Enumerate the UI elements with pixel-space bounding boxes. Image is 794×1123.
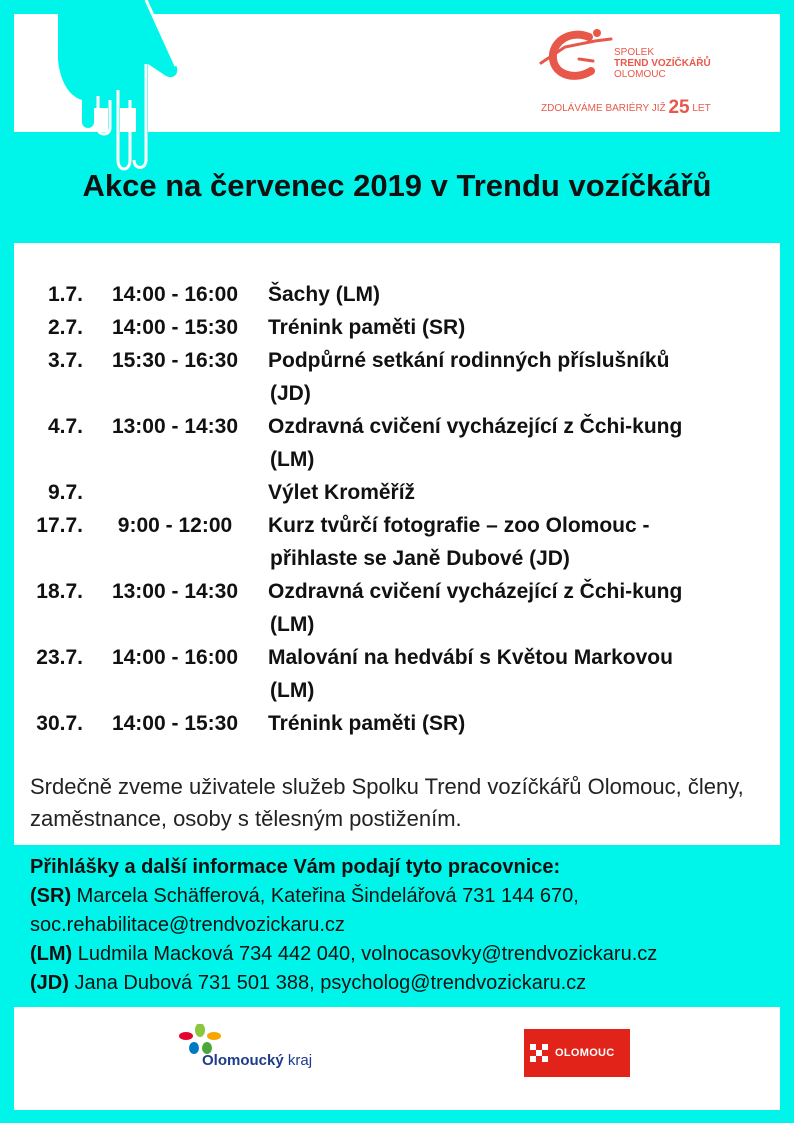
event-row [0,344,780,410]
event-description-line: Ozdravná cvičení vycházející z Čchi-kung [268,415,683,438]
contact-lm-text[interactable]: Ludmila Macková 734 442 040, volnocasovky@trendvozickaru.cz [72,943,658,965]
event-row [0,575,780,641]
logo-line-olomouc: OLOMOUC [614,69,666,80]
slogan-years: 25 [668,97,690,118]
olomouc-city-logo [524,1029,630,1077]
invitation-text: Srdečně zveme uživatele služeb Spolku Trend vozíčkářů Olomouc, členy, zaměstnance, osoby s tělesným postižením. [30,774,744,831]
event-description [268,476,758,509]
contact-header: Přihlášky a další informace Vám podají tyto pracovnice: [30,856,561,878]
event-time: 9:00 - 12:00 [117,514,233,537]
contact-sr-text: Marcela Schäfferová, Kateřina Šindelářová 731 144 670, [71,885,579,907]
city-logo-square [530,1056,536,1062]
event-description-line: Trénink paměti (SR) [268,316,466,339]
event-description [268,311,758,344]
event-time: 13:00 - 14:30 [111,580,239,603]
event-row [0,410,780,476]
event-time: 14:00 - 16:00 [111,283,239,306]
event-description [268,410,758,476]
event-time: 14:00 - 15:30 [111,712,239,735]
contact-jd-code: (JD) [30,972,69,994]
event-date: 3.7. [47,349,83,372]
event-time: 14:00 - 16:00 [111,646,239,669]
event-description-line: Trénink paměti (SR) [268,712,466,735]
page-title: Akce na červenec 2019 v Trendu vozíčkářů [82,168,712,203]
kraj-wordmark [202,1052,312,1069]
contact-lm-code: (LM) [30,943,73,965]
city-logo-square [542,1056,548,1062]
event-description-line: (LM) [270,448,315,471]
trend-logo-mark-icon [539,27,615,85]
city-logo-text: OLOMOUC [555,1047,615,1059]
event-description-line: Ozdravná cvičení vycházející z Čchi-kung [268,580,683,603]
event-description [268,575,758,641]
slogan-text: ZDOLÁVÁME BARIÉRY JIŽ [541,103,666,114]
pointing-hand-icon [58,0,183,172]
contact-sr [30,882,770,911]
event-date: 9.7. [47,481,83,504]
event-description-line: Šachy (LM) [268,283,381,306]
contact-info [30,853,770,998]
event-time: 13:00 - 14:30 [111,415,239,438]
event-date: 4.7. [47,415,83,438]
contact-jd-text[interactable]: Jana Dubová 731 501 388, psycholog@trendvozickaru.cz [68,972,587,994]
event-time: 14:00 - 15:30 [111,316,239,339]
city-logo-square [542,1044,548,1050]
event-description-line: (JD) [270,382,311,405]
contact-jd [30,969,770,998]
event-time: 15:30 - 16:30 [111,349,239,372]
event-row [0,707,780,740]
event-row [0,641,780,707]
contact-sr-email[interactable]: soc.rehabilitace@trendvozickaru.cz [30,914,345,936]
event-description [268,278,758,311]
slogan-years-suffix: LET [692,103,711,114]
event-description-line: Kurz tvůrčí fotografie – zoo Olomouc - [268,514,650,537]
logo-slogan [541,97,711,119]
contact-lm [30,940,770,969]
event-description-line: (LM) [270,679,315,702]
event-description [268,641,758,707]
event-description-line: Podpůrné setkání rodinných příslušníků [268,349,670,372]
event-description-line: (LM) [270,613,315,636]
event-date: 2.7. [47,316,83,339]
logo-line-spolek: SPOLEK [614,47,655,58]
logo-line-trend: TREND VOZÍČKÁŘŮ [614,58,711,69]
event-row [0,278,780,311]
event-date: 17.7. [36,514,83,537]
event-date: 18.7. [36,580,83,603]
contact-sr-code: (SR) [30,885,72,907]
event-date: 30.7. [36,712,83,735]
event-row [0,476,780,509]
event-description [268,707,758,740]
kraj-wordmark-light: kraj [283,1052,313,1069]
event-description-line: Výlet Kroměříž [268,481,416,504]
event-description-line: přihlaste se Janě Dubové (JD) [270,547,570,570]
olomoucky-kraj-logo [170,1024,340,1074]
footer-panel [14,1007,780,1110]
event-date: 23.7. [36,646,83,669]
trend-vozickaru-logo [537,27,727,118]
event-description-line: Malování na hedvábí s Květou Markovou [268,646,673,669]
event-row [0,509,780,575]
kraj-wordmark-bold: Olomoucký [202,1052,284,1069]
event-description [268,344,758,410]
event-date: 1.7. [47,283,83,306]
events-list [0,278,780,740]
event-description [268,509,758,575]
event-row [0,311,780,344]
